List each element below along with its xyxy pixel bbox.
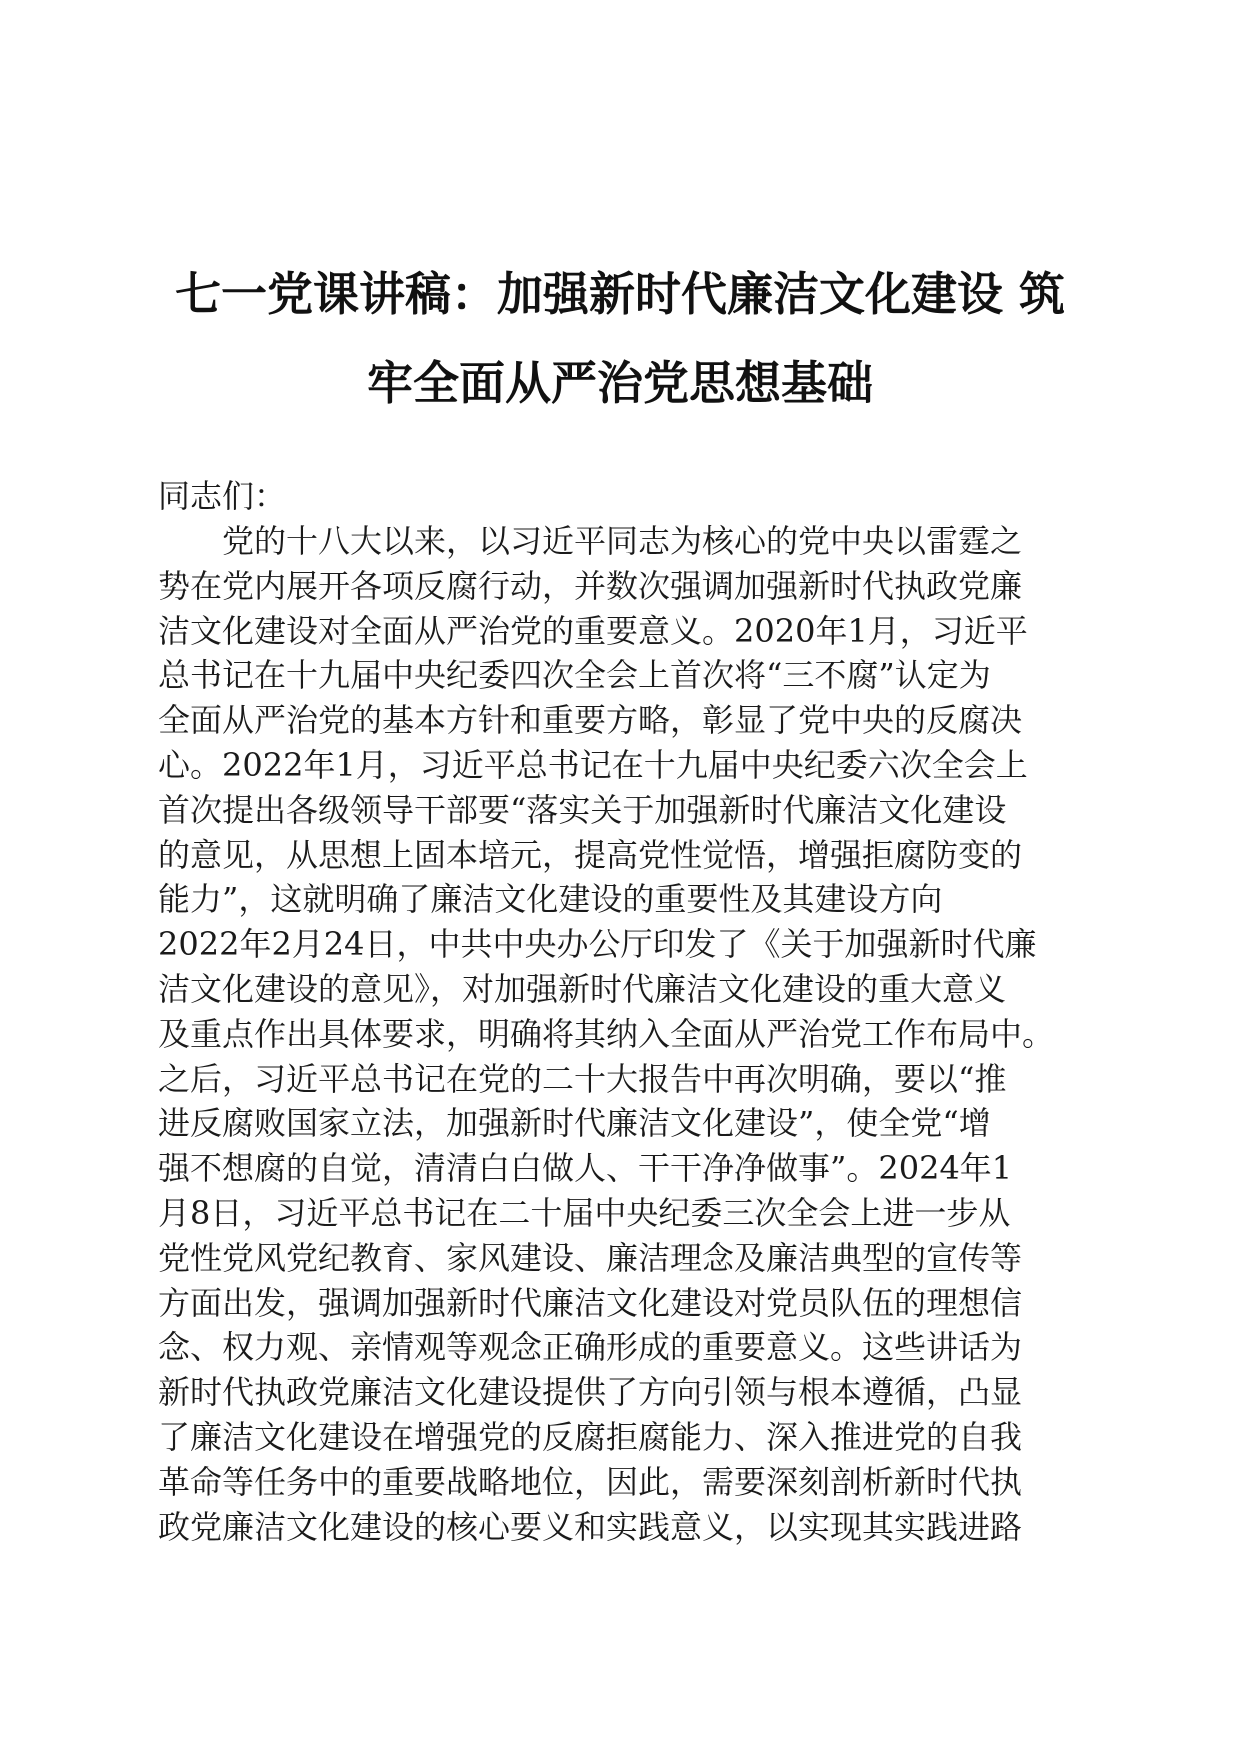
paragraph-line: 之后，习近平总书记在党的二十大报告中再次明确，要以“推 <box>158 1059 1007 1098</box>
paragraph-line: 全面从严治党的基本方针和重要方略，彰显了党中央的反腐决 <box>158 701 1023 740</box>
paragraph-line: 的意见，从思想上固本培元，提高党性觉悟，增强拒腐防变的 <box>158 835 1023 874</box>
paragraph-line: 进反腐败国家立法，加强新时代廉洁文化建设”，使全党“增 <box>158 1104 991 1143</box>
paragraph-line: 能力”，这就明确了廉洁文化建设的重要性及其建设方向 <box>158 880 943 919</box>
body-paragraph <box>158 519 1088 1549</box>
paragraph-line: 党的十八大以来，以习近平同志为核心的党中央以雷霆之 <box>158 522 1023 560</box>
title-line-2: 牢全面从严治党思想基础 <box>367 356 873 410</box>
paragraph-line: 月8日，习近平总书记在二十届中央纪委三次全会上进一步从 <box>158 1193 1011 1232</box>
paragraph-line: 首次提出各级领导干部要“落实关于加强新时代廉洁文化建设 <box>158 790 1007 829</box>
paragraph-line: 念、权力观、亲情观等观念正确形成的重要意义。这些讲话为 <box>158 1328 1023 1367</box>
paragraph-line: 总书记在十九届中央纪委四次全会上首次将“三不腐”认定为 <box>158 656 991 695</box>
paragraph-line: 政党廉洁文化建设的核心要义和实践意义，以实现其实践进路 <box>158 1507 1023 1546</box>
paragraph-line: 心。2022年1月，习近平总书记在十九届中央纪委六次全会上 <box>158 745 1028 784</box>
paragraph-line: 党性党风党纪教育、家风建设、廉洁理念及廉洁典型的宣传等 <box>158 1238 1023 1277</box>
paragraph-line: 及重点作出具体要求，明确将其纳入全面从严治党工作布局中。 <box>158 1014 1055 1053</box>
paragraph-line: 方面出发，强调加强新时代廉洁文化建设对党员队伍的理想信 <box>158 1283 1023 1322</box>
title-line-1: 七一党课讲稿：加强新时代廉洁文化建设 筑 <box>174 267 1065 321</box>
document-title <box>150 250 1090 428</box>
paragraph-line: 新时代执政党廉洁文化建设提供了方向引领与根本遵循，凸显 <box>158 1373 1023 1412</box>
paragraph-line: 强不想腐的自觉，清清白白做人、干干净净做事”。2024年1 <box>158 1149 1013 1188</box>
paragraph-line: 势在党内展开各项反腐行动，并数次强调加强新时代执政党廉 <box>158 566 1023 605</box>
paragraph-line: 洁文化建设的意见》，对加强新时代廉洁文化建设的重大意义 <box>158 969 1007 1008</box>
paragraph-line: 革命等任务中的重要战略地位，因此，需要深刻剖析新时代执 <box>158 1462 1023 1501</box>
salutation: 同志们： <box>158 477 287 515</box>
paragraph-line: 洁文化建设对全面从严治党的重要意义。2020年1月，习近平 <box>158 611 1028 650</box>
paragraph-line: 2022年2月24日，中共中央办公厅印发了《关于加强新时代廉 <box>158 925 1037 964</box>
paragraph-line: 了廉洁文化建设在增强党的反腐拒腐能力、深入推进党的自我 <box>158 1417 1023 1456</box>
